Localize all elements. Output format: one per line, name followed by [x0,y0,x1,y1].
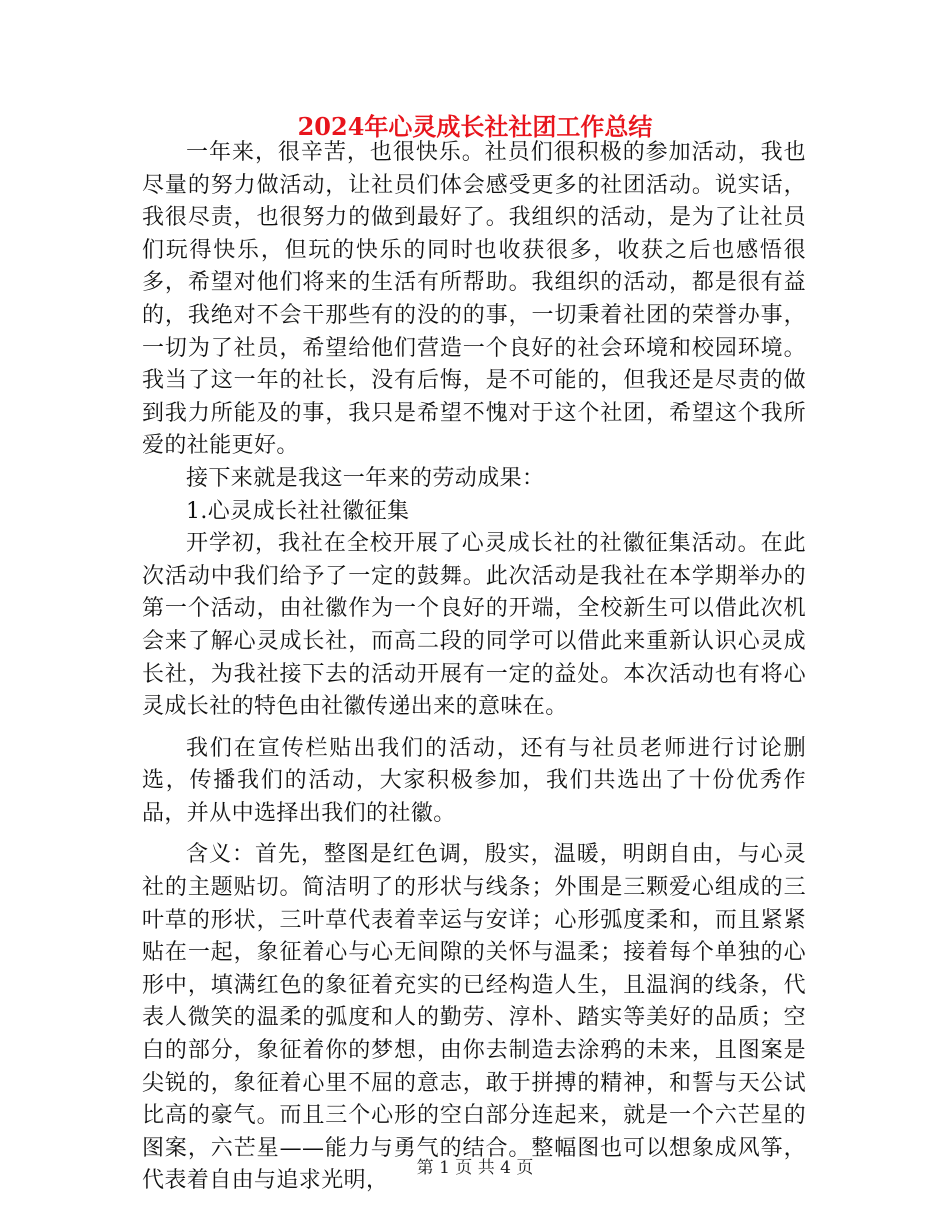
paragraph-intro: 一年来，很辛苦，也很快乐。社员们很积极的参加活动，我也尽量的努力做活动，让社员们体会感受更多的社团活动。说实话，我很尽责，也很努力的做到最好了。我组织的活动，是为了让社员们玩得快乐，但玩的快乐的同时也收获很多，收获之后也感悟很多，希望对他们将来的生活有所帮助。我组织的活动，都是很有益的，我绝对不会干那些有的没的的事，一切秉着社团的荣誉办事，一切为了社员，希望给他们营造一个良好的社会环境和校园环境。我当了这一年的社长，没有后悔，是不可能的，但我还是尽责的做到我力所能及的事，我只是希望不愧对于这个社团，希望这个我所爱的社能更好。 [142,140,806,459]
section-heading-emblem: 1.心灵成长社社徽征集 [186,498,410,524]
paragraph-emblem-activity: 开学初，我社在全校开展了心灵成长社的社徽征集活动。在此次活动中我们给予了一定的鼓舞。此次活动是我社在本学期举办的第一个活动，由社徽作为一个良好的开端，全校新生可以借此次机会来了解心灵成长社，而高二段的同学可以借此来重新认识心灵成长社，为我社接下去的活动开展有一定的益处。本次活动也有将心灵成长社的特色由社徽传递出来的意味在。 [142,531,806,720]
page-footer: 第 1 页 共 4 页 [416,1158,534,1178]
paragraph-emblem-meaning: 含义：首先，整图是红色调，殷实，温暖，明朗自由，与心灵社的主题贴切。简洁明了的形状与线条；外围是三颗爱心组成的三叶草的形状，三叶草代表着幸运与安详；心形弧度柔和，而且紧紧贴在一起，象征着心与心无间隙的关怀与温柔；接着每个单独的心形中，填满红色的象征着充实的已经构造人生，且温润的线条，代表人微笑的温柔的弧度和人的勤劳、淳朴、踏实等美好的品质；空白的部分，象征着你的梦想，由你去制造去涂鸦的未来，且图案是尖锐的，象征着心里不屈的意志，敢于拼搏的精神，和誓与天公试比高的豪气。而且三个心形的空白部分连起来，就是一个六芒星的图案，六芒星——能力与勇气的结合。整幅图也可以想象成风筝，代表着自由与追求光明， [142,842,806,1194]
paragraph-emblem-selection: 我们在宣传栏贴出我们的活动，还有与社员老师进行讨论删选，传播我们的活动，大家积极参加，我们共选出了十份优秀作品，并从中选择出我们的社徽。 [142,735,806,826]
document-title: 2024年心灵成长社社团工作总结 [297,112,653,141]
paragraph-results-intro: 接下来就是我这一年来的劳动成果： [186,465,545,491]
document-body [142,137,806,1198]
